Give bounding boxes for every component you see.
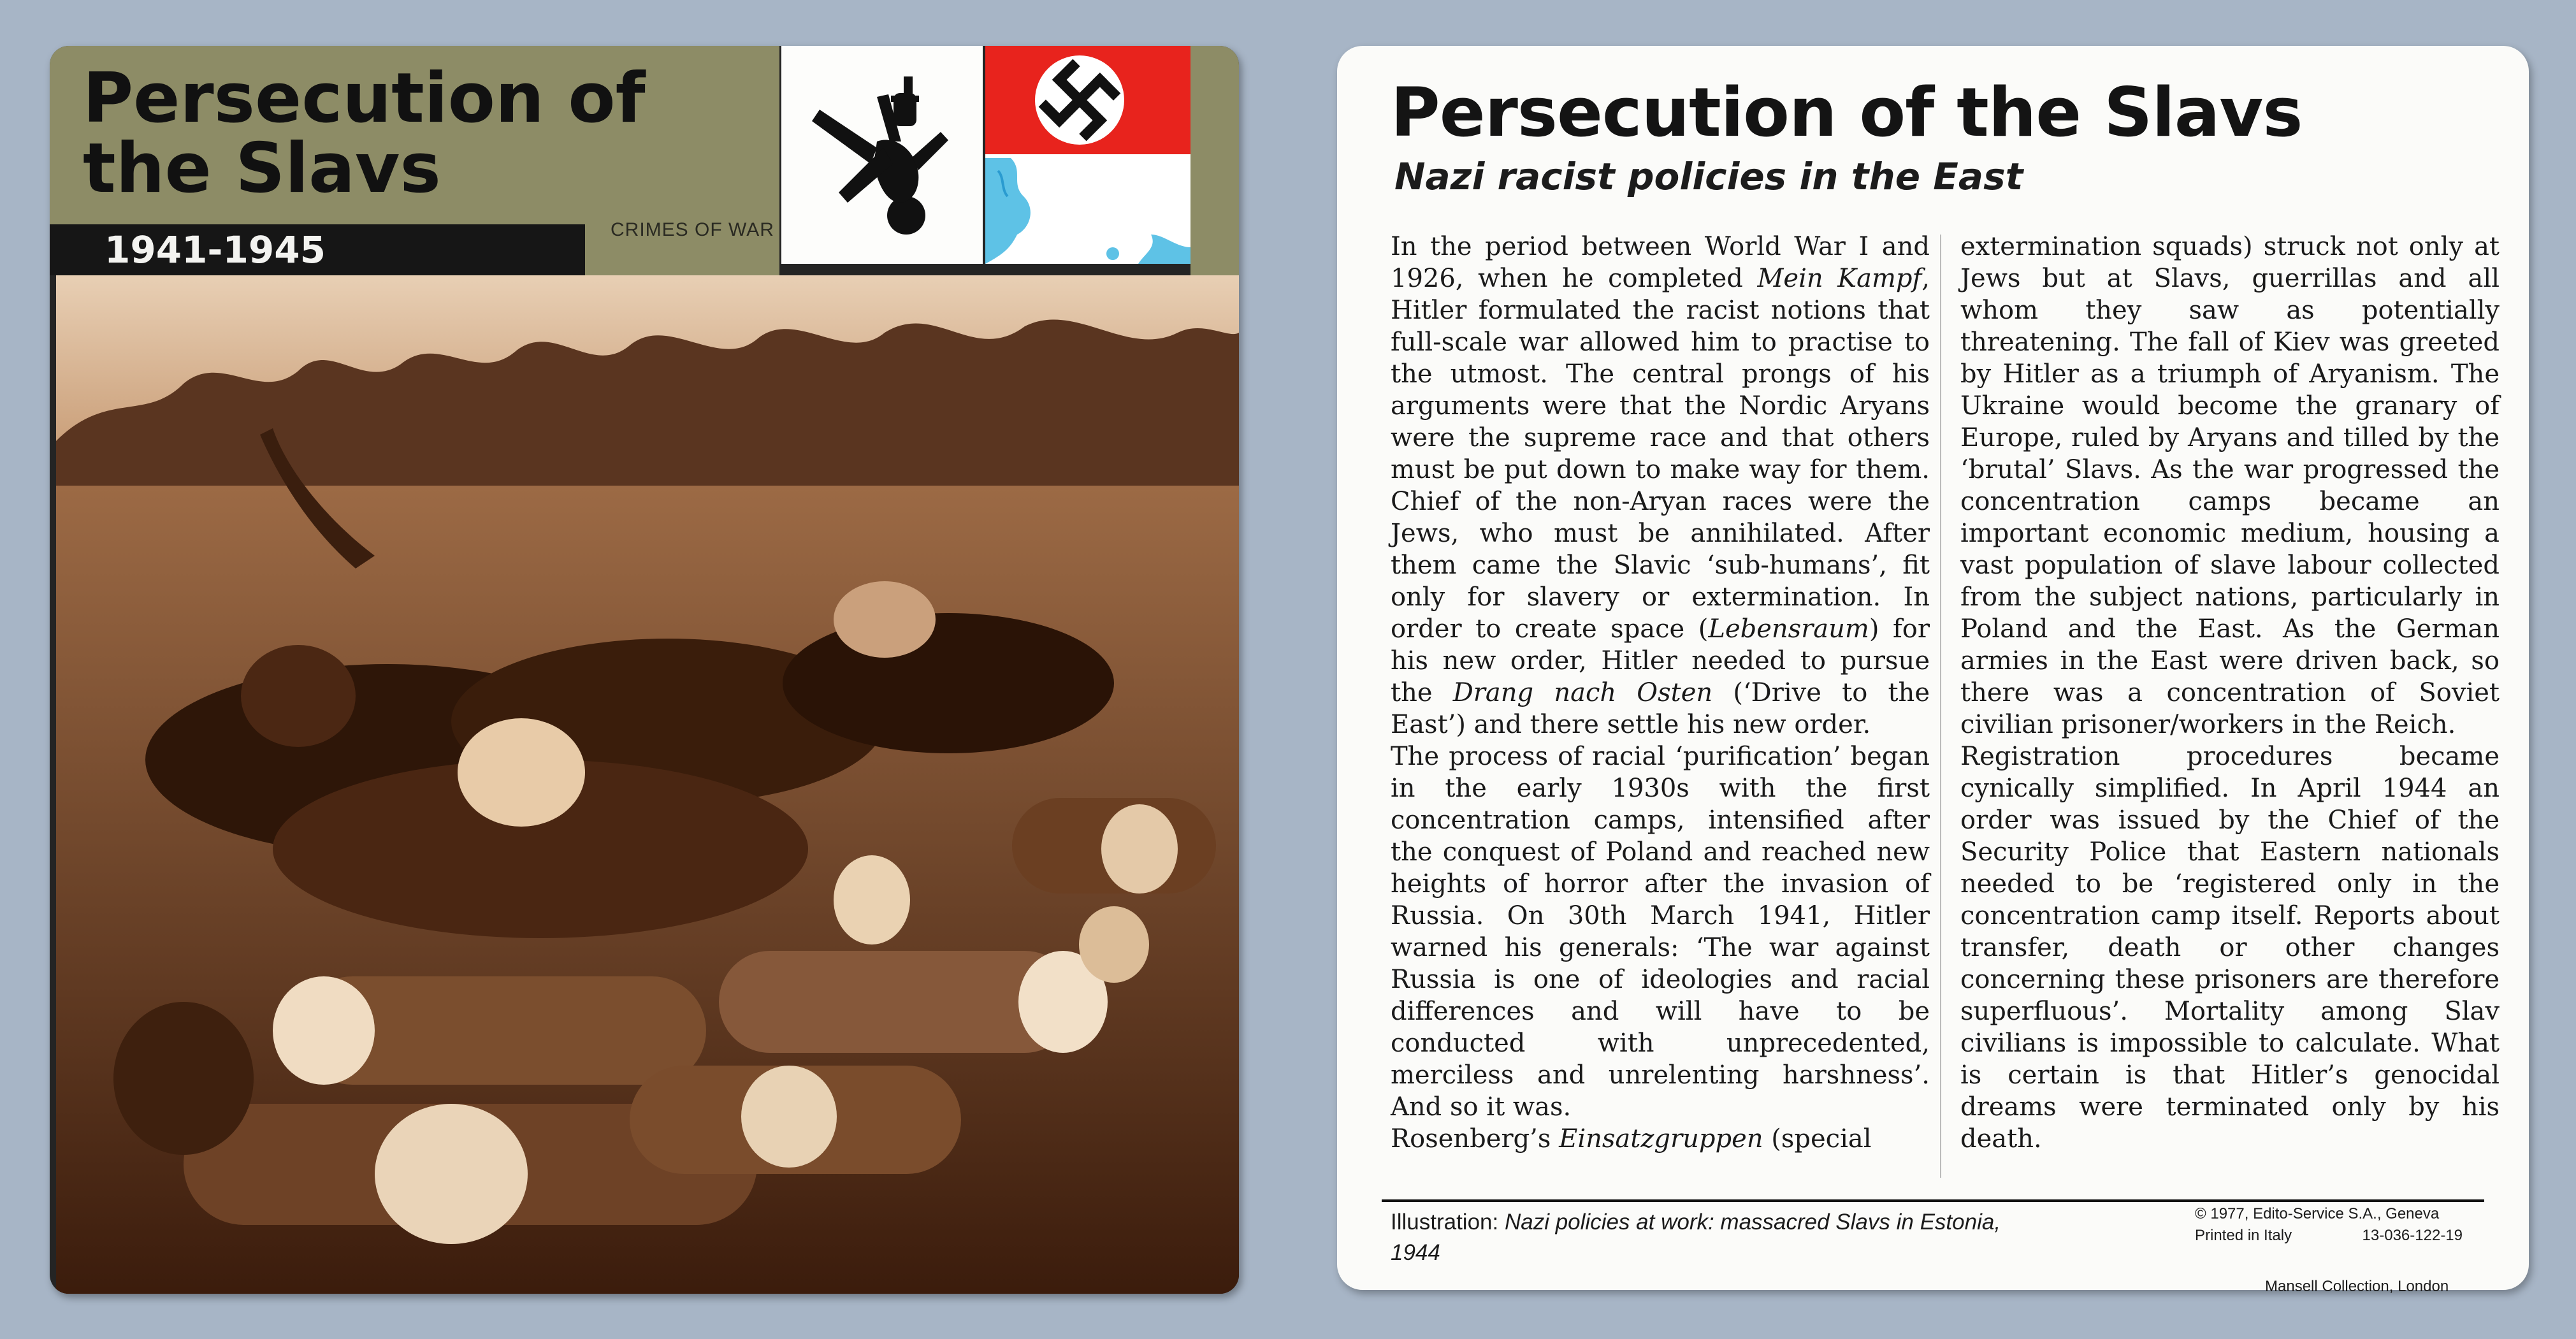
front-header (50, 46, 779, 275)
card-back (1337, 46, 2529, 1295)
paragraph-5: Registration procedures became cynically simplified. In April 1944 an order was issued by the Chief of the Security Police that Eastern nationals needed to be ‘registered only in the concentration camp itself. Reports about transfer, death or other changes concerning these prisoners are therefore superfluous’. Mortality among Slav civilians is impossible to calculate. What is certain is that Hitler’s genocidal dreams were terminated only by his death. (1960, 742, 2500, 1154)
front-title: Persecution of the Slavs (83, 59, 646, 208)
credits (2195, 1203, 2463, 1295)
paragraph-1-text-a: In the period between World War I and 1926, when he completed (1391, 232, 1930, 293)
body-column-right (1960, 231, 2500, 1155)
term-lebensraum: Lebensraum (1708, 614, 1869, 644)
paragraph-2: The process of racial ‘purification’ began in the early 1930s with the first concentration camps, intensified after the conquest of Poland and reached new heights of horror after the invasion of Russia. On 30th March 1941, Hitler warned his generals: ‘The war against Russia is one of ideologies and racial differences and will have to be conducted with unprecedented, merciless and unrelenting harshness’. And so it was. (1391, 742, 1930, 1122)
column-divider (1940, 235, 1941, 1178)
book-title-mein-kampf: Mein Kampf (1757, 264, 1922, 293)
back-title: Persecution of the Slavs (1391, 73, 2303, 152)
printed-in: Printed in Italy (2195, 1227, 2292, 1244)
falling-figure-icon (781, 46, 983, 264)
paragraph-1-text-g: (‘Drive to the East’) and there settle his new order. (1391, 678, 1930, 739)
card-code: 13-036-122-19 (2362, 1227, 2463, 1244)
paragraph-3 (1391, 1123, 1930, 1155)
caption-text: Nazi policies at work: massacred Slavs in Estonia, 1944 (1391, 1210, 2001, 1265)
photo-source: Mansell Collection, London (2265, 1278, 2449, 1295)
paragraph-4: extermination squads) struck not only at Jews but at Slavs, guerrillas and all whom they saw as potentially threatening. The fall of Kiev was greeted by Hitler as a triumph of Aryanism. The Ukraine would become the granary of Europe, ruled by Aryans and tilled by the ‘brutal’ Slavs. As the war progressed the concentration camps became an important economic medium, housing a vast population of slave labour collected from the subject nations, particularly in Poland and the East. As the German armies in the East were driven back, so there was a concentration of Soviet civilian prisoner/workers in the Reich. (1960, 232, 2500, 739)
term-drang-nach-osten: Drang nach Osten (1452, 678, 1713, 707)
illustration-caption (1391, 1207, 2041, 1268)
card-front (50, 46, 1239, 1294)
swastika-flag-icon (985, 46, 1190, 154)
term-einsatzgruppen: Einsatzgruppen (1559, 1124, 1763, 1154)
sepia-photo (56, 275, 1239, 1294)
print-info-row (2195, 1225, 2463, 1247)
copyright-line: © 1977, Edito-Service S.A., Geneva (2195, 1205, 2440, 1222)
category-label: CRIMES OF WAR (611, 219, 774, 240)
body-column-left (1391, 231, 1930, 1155)
back-subtitle: Nazi racist policies in the East (1394, 155, 2023, 198)
years-label: 1941-1945 (105, 228, 326, 271)
header-edge-strip (1190, 46, 1239, 275)
paragraph-3-text-c: (special (1763, 1124, 1872, 1154)
paragraph-1 (1391, 231, 1930, 741)
flag-panel (985, 46, 1190, 264)
paragraph-3-text-a: Rosenberg’s (1391, 1124, 1559, 1154)
years-band (50, 224, 585, 275)
footer-rule (1382, 1199, 2484, 1202)
caption-label: Illustration: (1391, 1210, 1505, 1234)
paragraph-1-text-e: ) for his new order, Hitler needed to pursue the (1391, 614, 1930, 707)
paragraph-1-text-c: , Hitler formulated the racist notions that full-scale war allowed him to practise to the utmost. The central prongs of his arguments were that the Nordic Aryans were the supreme race and that others must be put down to make way for them. Chief of the non-Aryan races were the Jews, who must be annihilated. After them came the Slavic ‘sub-humans’, fit only for slavery or extermination. In order to create space ( (1391, 264, 1930, 644)
eastern-europe-map (985, 158, 1190, 264)
